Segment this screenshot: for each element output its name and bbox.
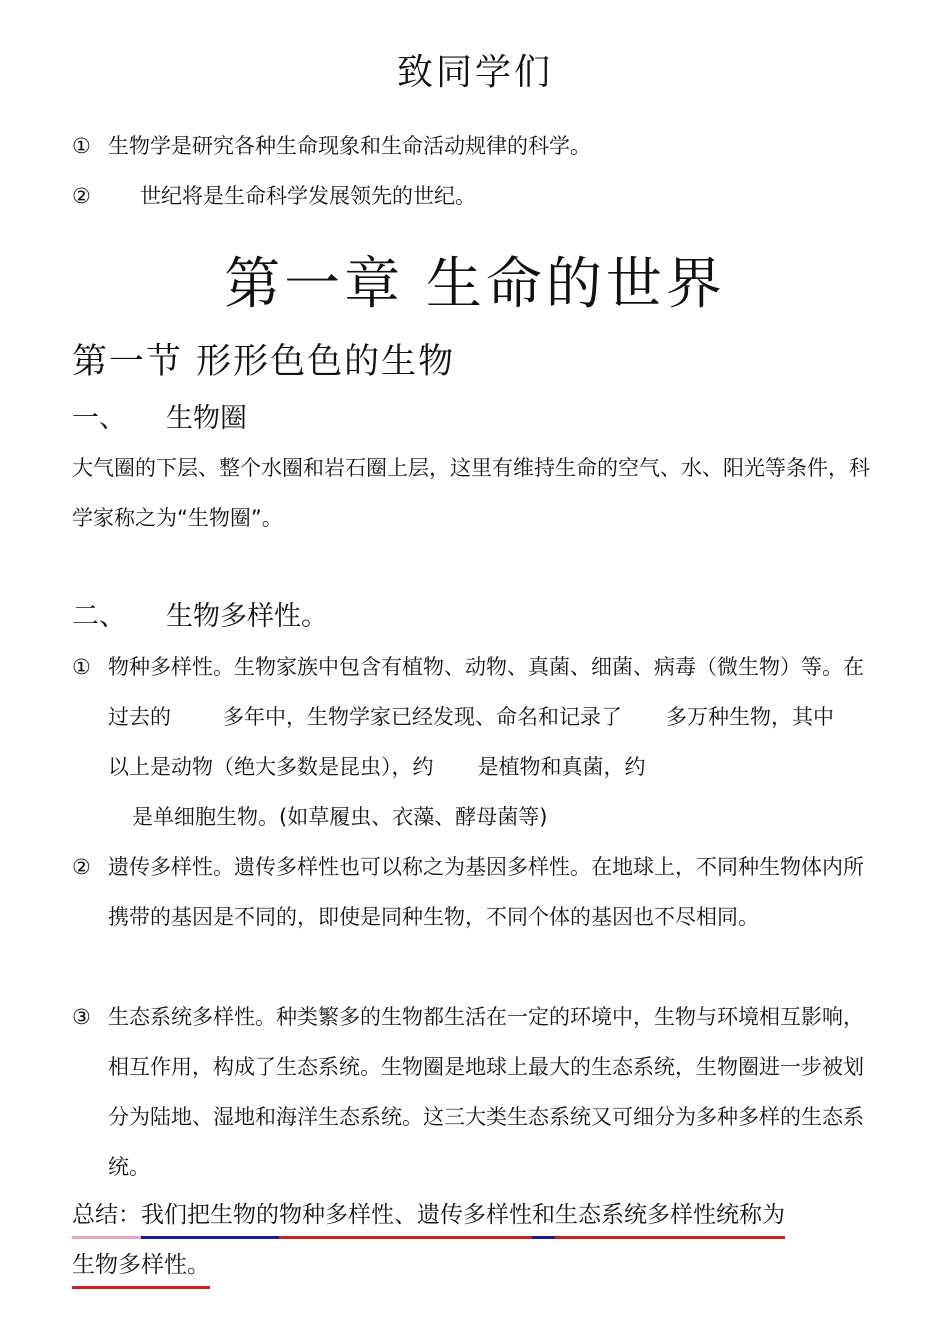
heading-biosphere bbox=[72, 396, 247, 435]
item-number: ① bbox=[72, 655, 91, 679]
summary bbox=[72, 1190, 882, 1290]
list-item-ecosystem bbox=[72, 992, 882, 1192]
heading-number: 一、 bbox=[72, 403, 126, 434]
intro-text: 世纪将是生命科学发展领先的世纪。 bbox=[140, 184, 476, 208]
section-title: 第一节 形形色色的生物 bbox=[72, 342, 456, 382]
item-text-b: 多年中，生物学家已经发现、命名和记录了 bbox=[223, 705, 622, 729]
item-text: 生态系统多样性。种类繁多的生物都生活在一定的环境中，生物与环境相互影响，相互作用，构成了生态系统。生物圈是地球上最大的生态系统，生物圈进一步被划分为陆地、湿地和海洋生态系统。这三大类生态系统又可细分为多种多样的生态系统。 bbox=[108, 1005, 864, 1179]
item-text-d: 以上是动物（绝大多数是昆虫），约 bbox=[108, 755, 434, 779]
intro-text: 生物学是研究各种生命现象和生命活动规律的科学。 bbox=[108, 134, 591, 158]
heading-text: 生物圈 bbox=[166, 403, 247, 434]
summary-text-4: 生态系统多样性统称为 bbox=[555, 1194, 785, 1239]
page-title: 致同学们 bbox=[396, 52, 553, 93]
item-text-f: 是单细胞生物。(如草履虫、衣藻、酵母菌等) bbox=[132, 805, 548, 829]
item-text-c: 多万种生物，其中 bbox=[666, 705, 834, 729]
intro-item-2 bbox=[72, 180, 476, 210]
biosphere-paragraph: 大气圈的下层、整个水圈和岩石圈上层，这里有维持生命的空气、水、阳光等条件，科学家称之为“生物圈”。 bbox=[72, 456, 870, 530]
heading-number: 二、 bbox=[72, 601, 126, 632]
intro-item-1 bbox=[72, 130, 591, 160]
summary-text-1: 我们把生物的 bbox=[141, 1194, 279, 1239]
heading-text: 生物多样性。 bbox=[166, 601, 328, 632]
heading-biodiversity bbox=[72, 594, 328, 633]
chapter-title: 第一章 生命的世界 bbox=[224, 252, 726, 317]
summary-label: 总结： bbox=[72, 1194, 141, 1239]
summary-text-3: 和 bbox=[532, 1194, 555, 1239]
intro-number: ① bbox=[72, 134, 91, 158]
item-number: ③ bbox=[72, 1005, 91, 1029]
summary-text-5: 生物多样性。 bbox=[72, 1244, 210, 1289]
summary-text-2: 物种多样性、遗传多样性 bbox=[279, 1194, 532, 1239]
item-text: 遗传多样性。遗传多样性也可以称之为基因多样性。在地球上，不同种生物体内所携带的基因是不同的，即使是同种生物，不同个体的基因也不尽相同。 bbox=[108, 855, 864, 929]
item-text-a: 物种多样性。生物家族中包含有植物、动物、真菌、细菌、病毒（微生物）等。在过去的 bbox=[108, 655, 864, 729]
item-number: ② bbox=[72, 855, 91, 879]
item-text-e: 是植物和真菌，约 bbox=[477, 755, 646, 779]
list-item-genetic bbox=[72, 842, 882, 942]
intro-number: ② bbox=[72, 184, 91, 208]
list-item-species bbox=[72, 642, 882, 842]
